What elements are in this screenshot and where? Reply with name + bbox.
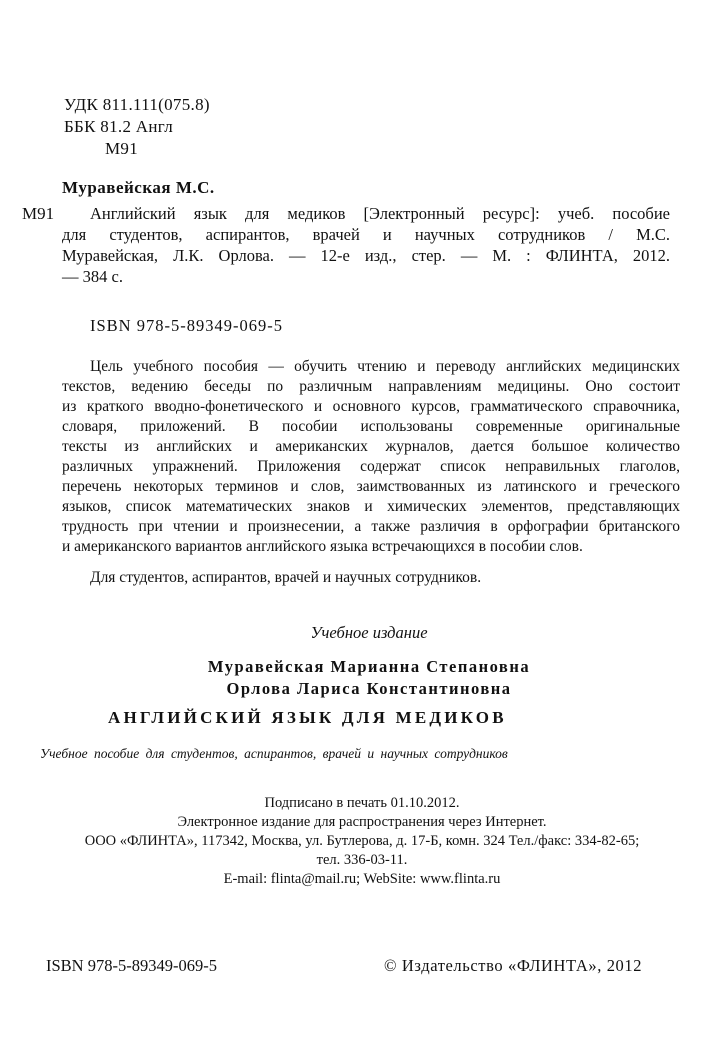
abstract-line: текстов, ведению беседы по различным направлениям медицины. Оно состоит: [62, 378, 680, 395]
imprint: [0, 794, 710, 889]
abstract-line: из краткого вводно-фонетического и основного курсов, грамматического справочника,: [62, 398, 680, 415]
abstract-line: различных упражнений. Приложения содержат список неправильных глаголов,: [62, 458, 680, 475]
bbk-code: ББК 81.2 Англ: [64, 117, 173, 136]
imprint-line: тел. 336-03-11.: [316, 852, 408, 868]
abstract-line: тексты из английских и американских журналов, дается большое количество: [62, 438, 680, 455]
footer-isbn: ISBN 978-5-89349-069-5: [46, 956, 217, 975]
abstract-line: языков, список математических знаков и химических элементов, представляющих: [62, 498, 680, 515]
imprint-line: ООО «ФЛИНТА», 117342, Москва, ул. Бутлерова, д. 17-Б, комн. 324 Тел./факс: 334-82-65;: [84, 833, 640, 849]
imprint-line: Электронное издание для распространения через Интернет.: [177, 814, 547, 830]
copyright-notice: © Издательство «ФЛИНТА», 2012: [384, 956, 643, 975]
author-heading: Муравейская М.С.: [62, 178, 215, 197]
ref-line: Английский язык для медиков [Электронный ресурс]: учеб. пособие: [90, 204, 670, 223]
abstract-line: и американского вариантов английского языка встречающихся в пособии слов.: [62, 538, 583, 555]
abstract-line: перечень некоторых терминов и слов, заимствованных из латинского и греческого: [62, 478, 680, 495]
edition-type-text: Учебное издание: [310, 623, 428, 642]
abstract-line: трудность при чтении и произнесении, а также различия в орфографии британского: [62, 518, 680, 535]
abstract-line: словаря, приложений. В пособии использованы современные оригинальные: [62, 418, 680, 435]
book-subtitle: Учебное пособие для студентов, аспирантов, врачей и научных сотрудников: [40, 746, 508, 761]
ref-line: Муравейская, Л.К. Орлова. — 12-е изд., стер. — М. : ФЛИНТА, 2012.: [62, 246, 670, 265]
abstract-line: Цель учебного пособия — обучить чтению и переводу английских медицинских: [90, 358, 680, 375]
book-title: АНГЛИЙСКИЙ ЯЗЫК ДЛЯ МЕДИКОВ: [108, 708, 507, 727]
edition-type: [0, 623, 710, 643]
ref-line: — 384 с.: [62, 267, 123, 286]
imprint-line: Подписано в печать 01.10.2012.: [264, 795, 460, 811]
imprint-line: E-mail: flinta@mail.ru; WebSite: www.flinta.ru: [223, 871, 501, 887]
isbn-main: ISBN 978-5-89349-069-5: [90, 316, 283, 335]
author-mark: М91: [105, 139, 139, 158]
author-name: Муравейская Марианна Степановна: [207, 657, 531, 676]
author-mark-margin: М91: [22, 204, 55, 223]
authors-block: [0, 656, 710, 700]
author-name: Орлова Лариса Константиновна: [226, 679, 512, 698]
ref-line: для студентов, аспирантов, врачей и научных сотрудников / М.С.: [62, 225, 670, 244]
audience-note: Для студентов, аспирантов, врачей и научных сотрудников.: [90, 569, 482, 586]
udk-code: УДК 811.111(075.8): [64, 95, 210, 114]
